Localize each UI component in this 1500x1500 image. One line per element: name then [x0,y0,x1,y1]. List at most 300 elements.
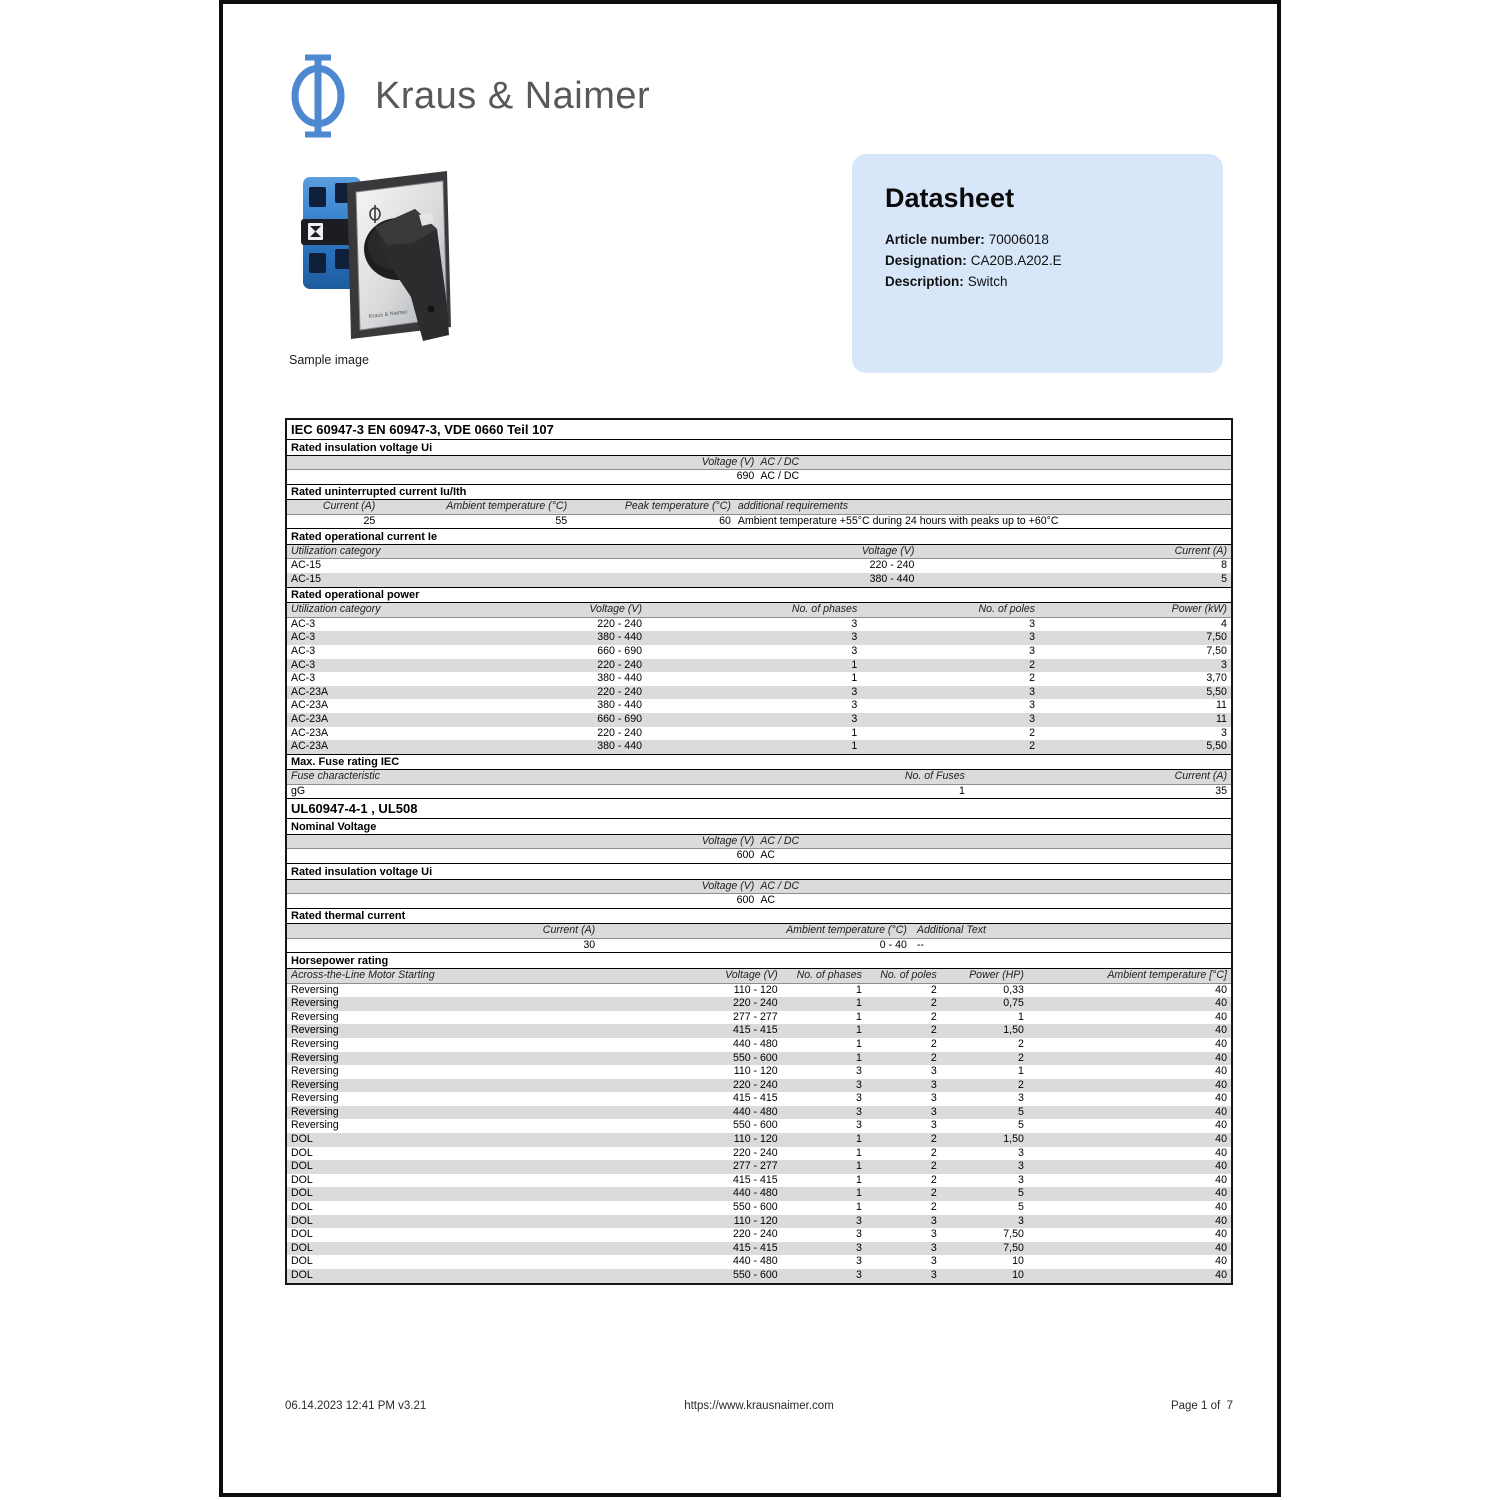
table-cell: Current (A) [542,924,596,937]
table-cell: 110 - 120 [733,1133,778,1146]
table-data-row [287,1147,1231,1161]
table-data-row [287,699,1231,713]
table-cell: 220 - 240 [597,685,642,698]
table-cell: 40 [1215,1214,1227,1227]
table-cell: 380 - 440 [869,573,915,586]
table-data-row [287,1201,1231,1215]
table-cell: AC / DC [760,879,800,892]
table-data-row [287,1174,1231,1188]
column-header-row [287,835,1231,850]
table-cell: 8 [1221,559,1227,572]
table-cell: 220 - 240 [732,1078,778,1091]
table-cell: DOL [291,1241,313,1254]
table-cell: DOL [291,1201,313,1214]
table-subheader: Horsepower rating [287,952,1231,969]
table-cell: 30 [583,938,596,951]
table-cell: Peak temperature (°C) [624,500,731,513]
table-cell: Reversing [291,1119,339,1132]
table-cell: 3 [1029,644,1036,657]
table-cell: 415 - 415 [732,1173,778,1186]
table-cell: Voltage (V) [701,879,755,892]
table-cell: 40 [1215,1119,1227,1132]
table-cell: additional requirements [737,500,849,513]
table-cell: 2 [1029,658,1036,671]
column-header-row [287,880,1231,895]
table-cell: 690 [736,470,755,483]
table-cell: 3 [1221,726,1227,739]
table-cell: 110 - 120 [733,1065,778,1078]
table-cell: 3 [851,712,858,725]
table-data-row [287,618,1231,632]
table-cell: 11 [1215,712,1227,725]
column-header-row [287,603,1231,618]
table-cell: 2 [1017,1078,1024,1091]
table-cell: AC [760,849,776,862]
table-cell: 2 [930,997,937,1010]
table-cell: 40 [1215,1241,1227,1254]
brand-header [289,54,650,138]
table-cell: DOL [291,1187,313,1200]
table-cell: 40 [1215,1105,1227,1118]
datasheet-panel [852,154,1223,373]
table-cell: Current (A) [1174,544,1227,557]
table-cell: 1 [856,1024,862,1037]
table-cell: No. of poles [978,603,1036,616]
field-label: Description: [885,274,964,289]
table-cell: Reversing [291,1010,339,1023]
table-cell: DOL [291,1228,313,1241]
table-cell: Reversing [291,1105,339,1118]
table-cell: 600 [736,894,755,907]
table-cell: 2 [1029,740,1036,753]
table-data-row [287,740,1231,754]
table-data-row [287,686,1231,700]
table-cell: 3 [1221,658,1227,671]
table-cell: Ambient temperature (°C) [446,500,568,513]
table-cell: 3 [1029,617,1036,630]
table-cell: 40 [1215,1078,1227,1091]
table-cell: 415 - 415 [732,1024,778,1037]
table-cell: 3 [851,631,858,644]
table-cell: 3 [1029,712,1036,725]
table-cell: 5,50 [1206,685,1227,698]
table-data-row [287,1052,1231,1066]
table-subheader: Rated insulation voltage Ui [287,863,1231,880]
field-description [885,271,1197,292]
table-cell: Reversing [291,1024,339,1037]
table-data-row [287,1106,1231,1120]
table-cell: 3 [856,1105,862,1118]
table-cell: 40 [1215,997,1227,1010]
field-value: 70006018 [988,232,1049,247]
table-subheader: Rated operational power [287,587,1231,604]
table-cell: 0,75 [1003,997,1024,1010]
table-data-row [287,997,1231,1011]
table-cell: 1 [959,784,965,797]
table-data-row [287,1269,1231,1283]
table-cell: 220 - 240 [597,658,642,671]
table-cell: 40 [1215,1133,1227,1146]
table-cell: 220 - 240 [869,559,915,572]
table-cell: 550 - 600 [732,1119,778,1132]
field-article-number [885,229,1197,250]
table-cell: Voltage (V) [725,968,778,981]
table-cell: 2 [930,1133,937,1146]
table-cell: 7,50 [1206,644,1227,657]
table-cell: 5 [1017,1105,1024,1118]
field-value: Switch [967,274,1008,289]
table-cell: 1 [856,1037,862,1050]
table-data-row [287,849,1231,863]
table-cell: 10 [1012,1269,1024,1281]
table-cell: 110 - 120 [733,1214,778,1227]
table-cell: 3 [930,1119,937,1132]
table-cell: 10 [1012,1255,1024,1268]
table-cell: 2 [930,1037,937,1050]
table-cell: Utilization category [291,544,381,557]
table-cell: 2 [930,1024,937,1037]
product-image [295,157,467,349]
table-cell: 40 [1215,983,1227,996]
table-cell: 5,50 [1206,740,1227,753]
table-cell: 3 [856,1255,862,1268]
table-data-row [287,1038,1231,1052]
table-cell: 2 [930,1201,937,1214]
table-cell: 2 [930,983,937,996]
table-cell: Ambient temperature [°C] [1107,968,1227,981]
table-cell: AC-15 [291,559,322,572]
table-cell: 3,70 [1206,672,1227,685]
table-data-row [287,659,1231,673]
table-data-row [287,672,1231,686]
table-cell: 415 - 415 [732,1092,778,1105]
table-cell: 3 [856,1092,862,1105]
column-header-row [287,969,1231,984]
table-cell: 440 - 480 [732,1037,778,1050]
field-designation [885,250,1197,271]
table-data-row [287,785,1231,799]
table-cell: 110 - 120 [733,983,778,996]
table-cell: 3 [930,1092,937,1105]
table-cell: 3 [1029,685,1036,698]
table-cell: Utilization category [291,603,381,616]
table-cell: Voltage (V) [861,544,915,557]
table-cell: 7,50 [1003,1241,1024,1254]
field-value: CA20B.A202.E [970,253,1062,268]
table-cell: 415 - 415 [732,1241,778,1254]
kraus-naimer-logo-icon [289,54,347,138]
table-cell: Reversing [291,1092,339,1105]
table-cell: 60 [719,514,731,527]
table-cell: 3 [1029,631,1036,644]
table-cell: 660 - 690 [597,712,642,725]
table-data-row [287,1255,1231,1269]
table-data-row [287,1119,1231,1133]
table-cell: Voltage (V) [701,834,755,847]
table-cell: 5 [1017,1187,1024,1200]
table-cell: 3 [851,644,858,657]
table-cell: Reversing [291,1051,339,1064]
table-cell: 380 - 440 [597,672,642,685]
table-data-row [287,559,1231,573]
table-cell: 3 [1017,1173,1024,1186]
table-cell: 220 - 240 [732,1146,778,1159]
table-section-title: IEC 60947-3 EN 60947-3, VDE 0660 Teil 107 [287,420,1231,440]
table-cell: 40 [1215,1201,1227,1214]
table-data-row [287,939,1231,953]
table-cell: DOL [291,1133,313,1146]
table-cell: 2 [930,1187,937,1200]
rotary-switch-photo [295,157,467,349]
table-data-row [287,727,1231,741]
table-cell: AC-3 [291,672,316,685]
table-data-row [287,894,1231,908]
table-cell: 40 [1215,1065,1227,1078]
page-footer [285,1400,1233,1412]
table-cell: 40 [1215,1010,1227,1023]
table-subheader: Rated uninterrupted current Iu/Ith [287,484,1231,501]
table-cell: 220 - 240 [597,726,642,739]
table-cell: 1 [1017,1010,1024,1023]
table-cell: Reversing [291,1065,339,1078]
table-data-row [287,573,1231,587]
footer-date-version: 06.14.2023 12:41 PM v3.21 [285,1400,427,1412]
table-cell: 40 [1215,1051,1227,1064]
table-cell: 2 [930,1010,937,1023]
table-cell: 2 [1017,1051,1024,1064]
table-cell: 3 [930,1078,937,1091]
table-cell: AC [760,894,776,907]
table-cell: 380 - 440 [597,699,642,712]
table-data-row [287,470,1231,484]
table-cell: 220 - 240 [732,997,778,1010]
table-cell: 3 [930,1214,937,1227]
table-data-row [287,515,1231,529]
table-cell: 3 [851,685,858,698]
table-cell: 2 [930,1160,937,1173]
table-cell: 40 [1215,1024,1227,1037]
table-data-row [287,631,1231,645]
table-cell: 1 [856,1160,862,1173]
table-cell: Across-the-Line Motor Starting [291,968,435,981]
column-header-row [287,545,1231,560]
table-cell: 2 [930,1051,937,1064]
table-cell: 1 [856,1187,862,1200]
table-cell: 40 [1215,1173,1227,1186]
table-cell: 1 [1017,1065,1024,1078]
table-cell: AC / DC [760,455,800,468]
table-section-title: UL60947-4-1 , UL508 [287,798,1231,819]
table-cell: 40 [1215,1146,1227,1159]
table-cell: 3 [930,1255,937,1268]
table-cell: 7,50 [1206,631,1227,644]
table-subheader: Rated operational current Ie [287,528,1231,545]
table-cell: 1 [856,1173,862,1186]
table-subheader: Nominal Voltage [287,819,1231,835]
table-cell: 7,50 [1003,1228,1024,1241]
table-cell: 40 [1215,1269,1227,1281]
table-cell: Current (A) [322,500,376,513]
table-cell: Power (HP) [969,968,1024,981]
table-cell: DOL [291,1146,313,1159]
table-subheader: Rated insulation voltage Ui [287,440,1231,456]
table-data-row [287,1160,1231,1174]
table-cell: 40 [1215,1255,1227,1268]
table-data-row [287,713,1231,727]
table-cell: 380 - 440 [597,631,642,644]
table-data-row [287,1024,1231,1038]
table-cell: 440 - 480 [732,1187,778,1200]
table-cell: AC-3 [291,617,316,630]
table-cell: AC / DC [760,834,800,847]
table-cell: 3 [856,1065,862,1078]
table-cell: AC-23A [291,685,329,698]
table-cell: AC-23A [291,726,329,739]
table-data-row [287,1092,1231,1106]
table-data-row [287,1215,1231,1229]
table-cell: 380 - 440 [597,740,642,753]
table-cell: 3 [856,1241,862,1254]
table-cell: 1,50 [1003,1133,1024,1146]
table-cell: Voltage (V) [701,455,755,468]
table-cell: 1 [856,997,862,1010]
table-cell: AC-3 [291,658,316,671]
table-cell: No. of phases [796,968,862,981]
table-cell: 3 [1017,1160,1024,1173]
footer-page-number: Page 1 of 7 [1170,1400,1233,1412]
table-cell: 1 [851,740,858,753]
table-cell: 40 [1215,1160,1227,1173]
brand-name: Kraus & Naimer [375,74,651,117]
table-cell: 3 [930,1065,937,1078]
table-cell: 1,50 [1003,1024,1024,1037]
table-cell: 277 - 277 [732,1010,778,1023]
table-cell: Current (A) [1174,770,1227,783]
table-cell: 440 - 480 [732,1105,778,1118]
table-cell: AC-15 [291,573,322,586]
table-cell: 1 [856,983,862,996]
table-cell: 1 [851,672,858,685]
panel-title: Datasheet [885,183,1015,213]
table-cell: 3 [856,1228,862,1241]
table-cell: 0,33 [1003,983,1024,996]
table-data-row [287,1079,1231,1093]
table-cell: No. of poles [880,968,937,981]
table-cell: 40 [1215,1187,1227,1200]
table-cell: 1 [856,1133,862,1146]
table-cell: DOL [291,1160,313,1173]
table-cell: 3 [930,1228,937,1241]
table-cell: 5 [1017,1119,1024,1132]
table-cell: No. of phases [791,603,858,616]
table-cell: 1 [856,1146,862,1159]
table-data-row [287,1065,1231,1079]
table-cell: 2 [930,1146,937,1159]
footer-url-link[interactable]: https://www.krausnaimer.com [684,1400,834,1412]
table-cell: 40 [1215,1037,1227,1050]
table-cell: 3 [856,1078,862,1091]
table-cell: DOL [291,1173,313,1186]
column-header-row [287,456,1231,471]
pdf-page [219,0,1281,1497]
table-cell: 220 - 240 [732,1228,778,1241]
table-cell: 25 [363,514,376,527]
table-cell: 600 [736,849,755,862]
table-cell: 220 - 240 [597,617,642,630]
table-cell: 35 [1215,784,1227,797]
table-cell: 660 - 690 [597,644,642,657]
table-data-row [287,1133,1231,1147]
table-cell: Voltage (V) [589,603,642,616]
table-cell: AC-3 [291,631,316,644]
table-cell: 5 [1221,573,1227,586]
table-cell: 3 [851,617,858,630]
table-subheader: Rated thermal current [287,908,1231,925]
table-cell: Ambient temperature (°C) [786,924,907,937]
table-cell: -- [916,938,924,951]
table-cell: Reversing [291,997,339,1010]
table-cell: 3 [856,1269,862,1281]
sample-image-caption: Sample image [289,353,369,367]
table-cell: 1 [851,658,858,671]
table-cell: 2 [930,1173,937,1186]
table-cell: 1 [851,726,858,739]
table-cell: Fuse characteristic [291,770,380,783]
table-cell: Reversing [291,1078,339,1091]
table-cell: 2 [1029,726,1036,739]
table-cell: 2 [1029,672,1036,685]
table-data-row [287,1228,1231,1242]
table-cell: Power (kW) [1171,603,1227,616]
panel-fields [885,229,1197,292]
plate-brand-text: Kraus & Naimer [368,309,408,320]
table-cell: 5 [1017,1201,1024,1214]
table-cell: 550 - 600 [732,1051,778,1064]
table-cell: 550 - 600 [732,1201,778,1214]
table-cell: 1 [856,1201,862,1214]
table-cell: 3 [1017,1092,1024,1105]
column-header-row [287,924,1231,939]
table-cell: 1 [856,1010,862,1023]
table-cell: 550 - 600 [732,1269,778,1281]
table-data-row [287,1187,1231,1201]
table-subheader: Max. Fuse rating IEC [287,754,1231,771]
table-data-row [287,1242,1231,1256]
table-cell: 440 - 480 [732,1255,778,1268]
table-data-row [287,984,1231,998]
table-cell: DOL [291,1214,313,1227]
table-cell: 3 [1029,699,1036,712]
table-cell: AC-23A [291,699,329,712]
table-cell: 3 [930,1269,937,1281]
table-cell: Reversing [291,1037,339,1050]
table-cell: 40 [1215,1092,1227,1105]
table-cell: AC-23A [291,740,329,753]
table-data-row [287,1011,1231,1025]
table-data-row [287,645,1231,659]
table-cell: 40 [1215,1228,1227,1241]
table-cell: 2 [1017,1037,1024,1050]
table-cell: 4 [1221,617,1227,630]
field-label: Designation: [885,253,967,268]
table-cell: 0 - 40 [879,938,907,951]
table-cell: AC-23A [291,712,329,725]
table-cell: 277 - 277 [732,1160,778,1173]
table-cell: Ambient temperature +55°C during 24 hours with peaks up to +60°C [737,514,1059,527]
table-cell: Additional Text [916,924,986,937]
column-header-row [287,500,1231,515]
table-cell: No. of Fuses [904,770,965,783]
